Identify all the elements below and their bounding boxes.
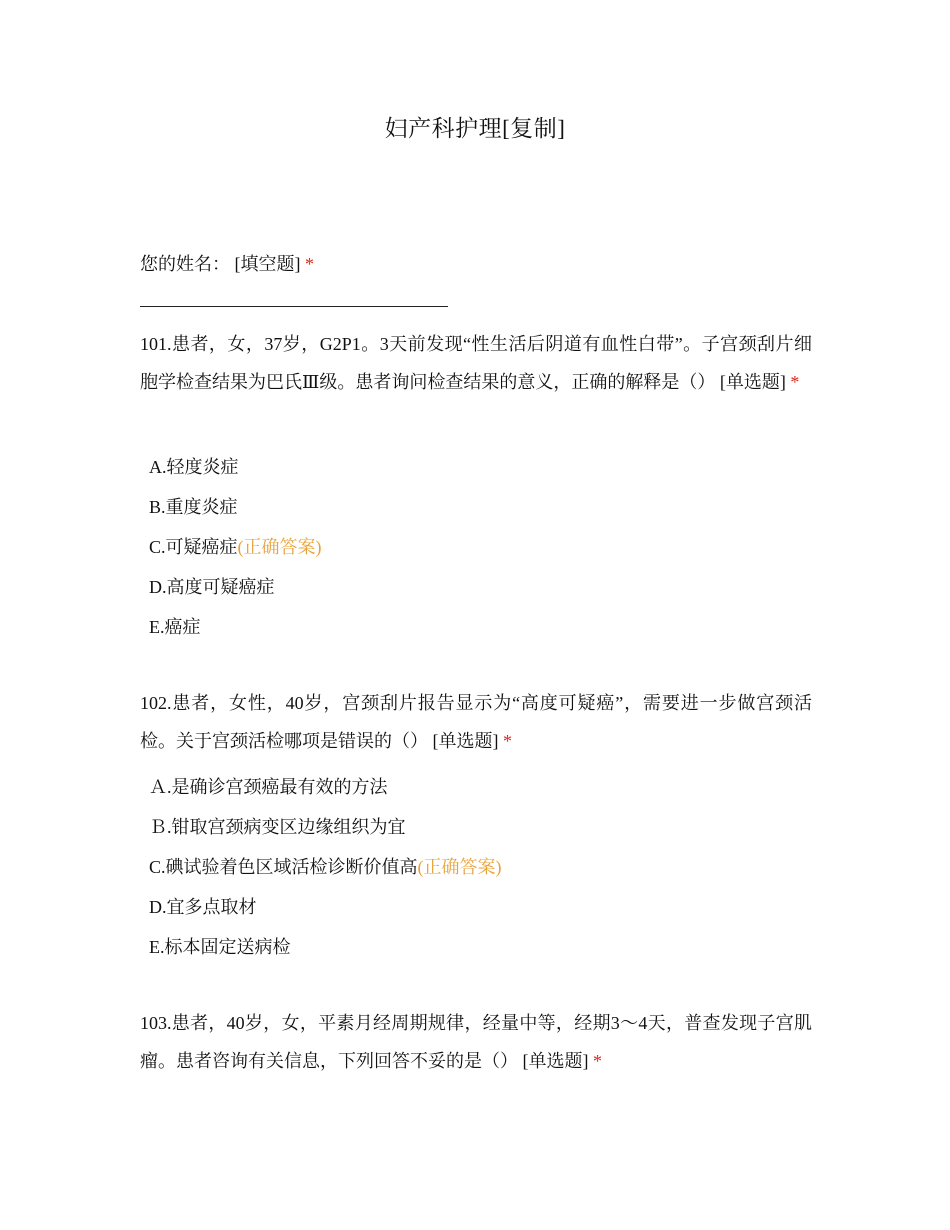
option-e[interactable]: E.标本固定送病检 [149, 937, 291, 957]
required-mark: * [503, 731, 512, 751]
option-d[interactable]: D.高度可疑癌症 [149, 577, 275, 597]
options-102 [149, 767, 502, 967]
question-103 [140, 1004, 812, 1080]
required-mark: * [305, 254, 314, 274]
required-mark: * [790, 372, 800, 392]
name-label: 您的姓名： [140, 254, 230, 274]
question-type: [填空题] [234, 254, 301, 274]
question-type: [单选题] [432, 731, 499, 751]
option-a[interactable]: A.轻度炎症 [149, 457, 239, 477]
question-text: 102.患者，女性，40岁，宫颈刮片报告显示为“高度可疑癌”，需要进一步做宫颈活检。关于宫颈活检哪项是错误的（） [140, 693, 812, 751]
question-text: 101.患者，女，37岁，G2P1。3天前发现“性生活后阴道有血性白带”。子宫颈刮片细胞学检查结果为巴氏Ⅲ级。患者询问检查结果的意义，正确的解释是（） [140, 334, 812, 392]
question-text: 103.患者，40岁，女，平素月经周期规律，经量中等，经期3～4天，普查发现子宫肌瘤。患者咨询有关信息，下列回答不妥的是（） [140, 1013, 812, 1071]
option-b[interactable]: Ｂ.钳取宫颈病变区边缘组织为宜 [149, 817, 406, 837]
question-101 [140, 325, 812, 401]
option-b[interactable]: B.重度炎症 [149, 497, 238, 517]
option-a[interactable]: Ａ.是确诊宫颈癌最有效的方法 [149, 777, 388, 797]
question-type: [单选题] [522, 1051, 589, 1071]
page-title: 妇产科护理[复制] [384, 116, 566, 141]
option-d[interactable]: D.宜多点取材 [149, 897, 257, 917]
question-102 [140, 684, 812, 760]
required-mark: * [593, 1051, 602, 1071]
option-c[interactable]: C.可疑癌症(正确答案) [149, 537, 322, 557]
correct-answer-label: (正确答案) [417, 857, 502, 877]
option-c[interactable]: C.碘试验着色区域活检诊断价值高(正确答案) [149, 857, 502, 877]
options-101 [149, 447, 322, 647]
name-question [140, 250, 314, 278]
correct-answer-label: (正确答案) [237, 537, 322, 557]
option-e[interactable]: E.癌症 [149, 617, 201, 637]
question-type: [单选题] [719, 372, 786, 392]
name-input-line[interactable] [140, 306, 448, 307]
